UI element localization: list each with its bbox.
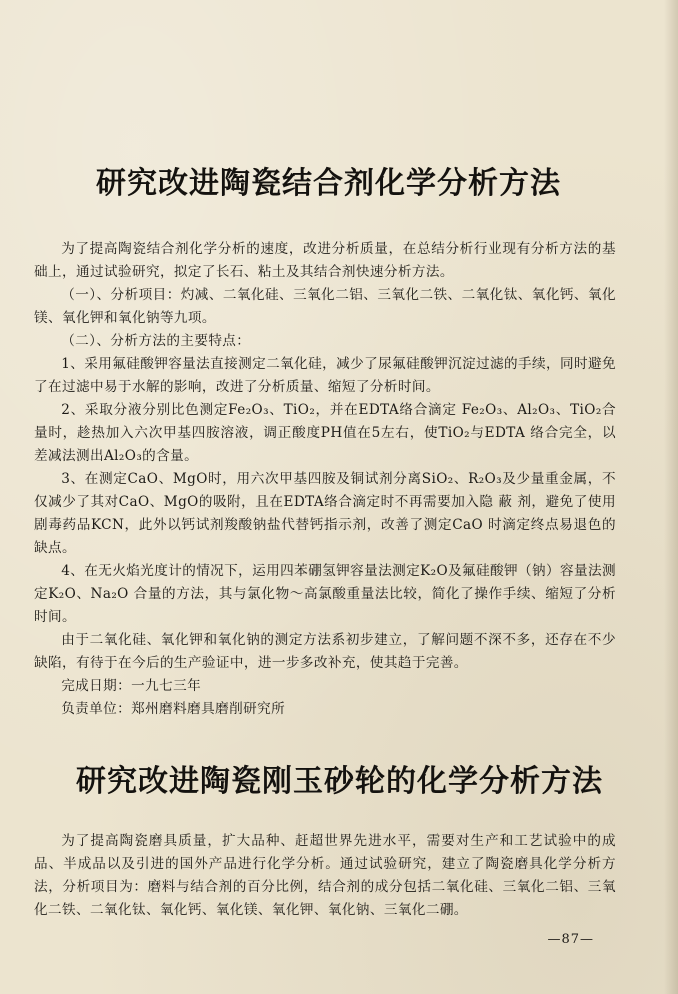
- article-1-title: 研究改进陶瓷结合剂化学分析方法: [96, 166, 561, 201]
- article-1-feature-3: 3、在测定CaO、MgO时，用六次甲基四胺及铜试剂分离SiO₂、R₂O₃及少量重金属，不仅减少了其对CaO、MgO的吸附，且在EDTA络合滴定时不再需要加入隐 蔽 剂，避免了使用剧毒药品KCN，此外以钙试剂羧酸钠盐代替钙指示剂，改善了测定CaO 时滴定终点易退色的缺点。: [34, 471, 616, 556]
- page-edge-shadow: [664, 0, 678, 994]
- article-1-body: [34, 238, 616, 721]
- article-1-feature-1: 1、采用氟硅酸钾容量法直接测定二氧化硅，减少了尿氟硅酸钾沉淀过滤的手续，同时避免了在过滤中易于水解的影响，改进了分析质量、缩短了分析时间。: [34, 356, 616, 395]
- article-1-analysis-items-paragraph: （一）、分析项目：灼减、二氧化硅、三氧化二铝、三氧化二铁、二氧化钛、氧化钙、氧化镁、氧化钾和氧化钠等九项。: [34, 287, 616, 326]
- article-1-conclusion-paragraph: 由于二氧化硅、氧化钾和氧化钠的测定方法系初步建立，了解问题不深不多，还存在不少缺陷，有待于在今后的生产验证中，进一步多改补充，使其趋于完善。: [34, 632, 616, 671]
- article-1-completion-date: 完成日期：一九七三年: [61, 678, 202, 694]
- page-number: —87—: [547, 932, 594, 947]
- article-1-intro-paragraph: 为了提高陶瓷结合剂化学分析的速度，改进分析质量，在总结分析行业现有分析方法的基础上，通过试验研究，拟定了长石、粘土及其结合剂快速分析方法。: [34, 241, 616, 280]
- article-2-intro-paragraph: 为了提高陶瓷磨具质量，扩大品种、赶超世界先进水平，需要对生产和工艺试验中的成品、半成品以及引进的国外产品进行化学分析。通过试验研究，建立了陶瓷磨具化学分析方法，分析项目为：磨料与结合剂的百分比例，结合剂的成分包括二氧化硅、三氧化二铝、三氧化二铁、二氧化钛、氧化钙、氧化镁、氧化钾、氧化钠、三氧化二硼。: [34, 833, 616, 918]
- article-1-responsible-unit: 负责单位：郑州磨料磨具磨削研究所: [61, 701, 286, 717]
- article-1-features-heading: （二）、分析方法的主要特点：: [61, 333, 251, 349]
- article-1-feature-4: 4、在无火焰光度计的情况下，运用四苯硼氢钾容量法测定K₂O及氟硅酸钾（钠）容量法测定K₂O、Na₂O 合量的方法，其与氯化物～高氯酸重量法比较，简化了操作手续、缩短了分析时间。: [34, 563, 616, 625]
- article-1-feature-2: 2、采取分液分别比色测定Fe₂O₃、TiO₂，并在EDTA络合滴定 Fe₂O₃、Al₂O₃、TiO₂合量时，趁热加入六次甲基四胺溶液，调正酸度PH值在5左右，使TiO₂与EDTA 络合完全，以差减法测出Al₂O₃的含量。: [34, 402, 616, 464]
- article-2-title: 研究改进陶瓷刚玉砂轮的化学分析方法: [76, 764, 603, 799]
- article-2-body: [34, 830, 616, 922]
